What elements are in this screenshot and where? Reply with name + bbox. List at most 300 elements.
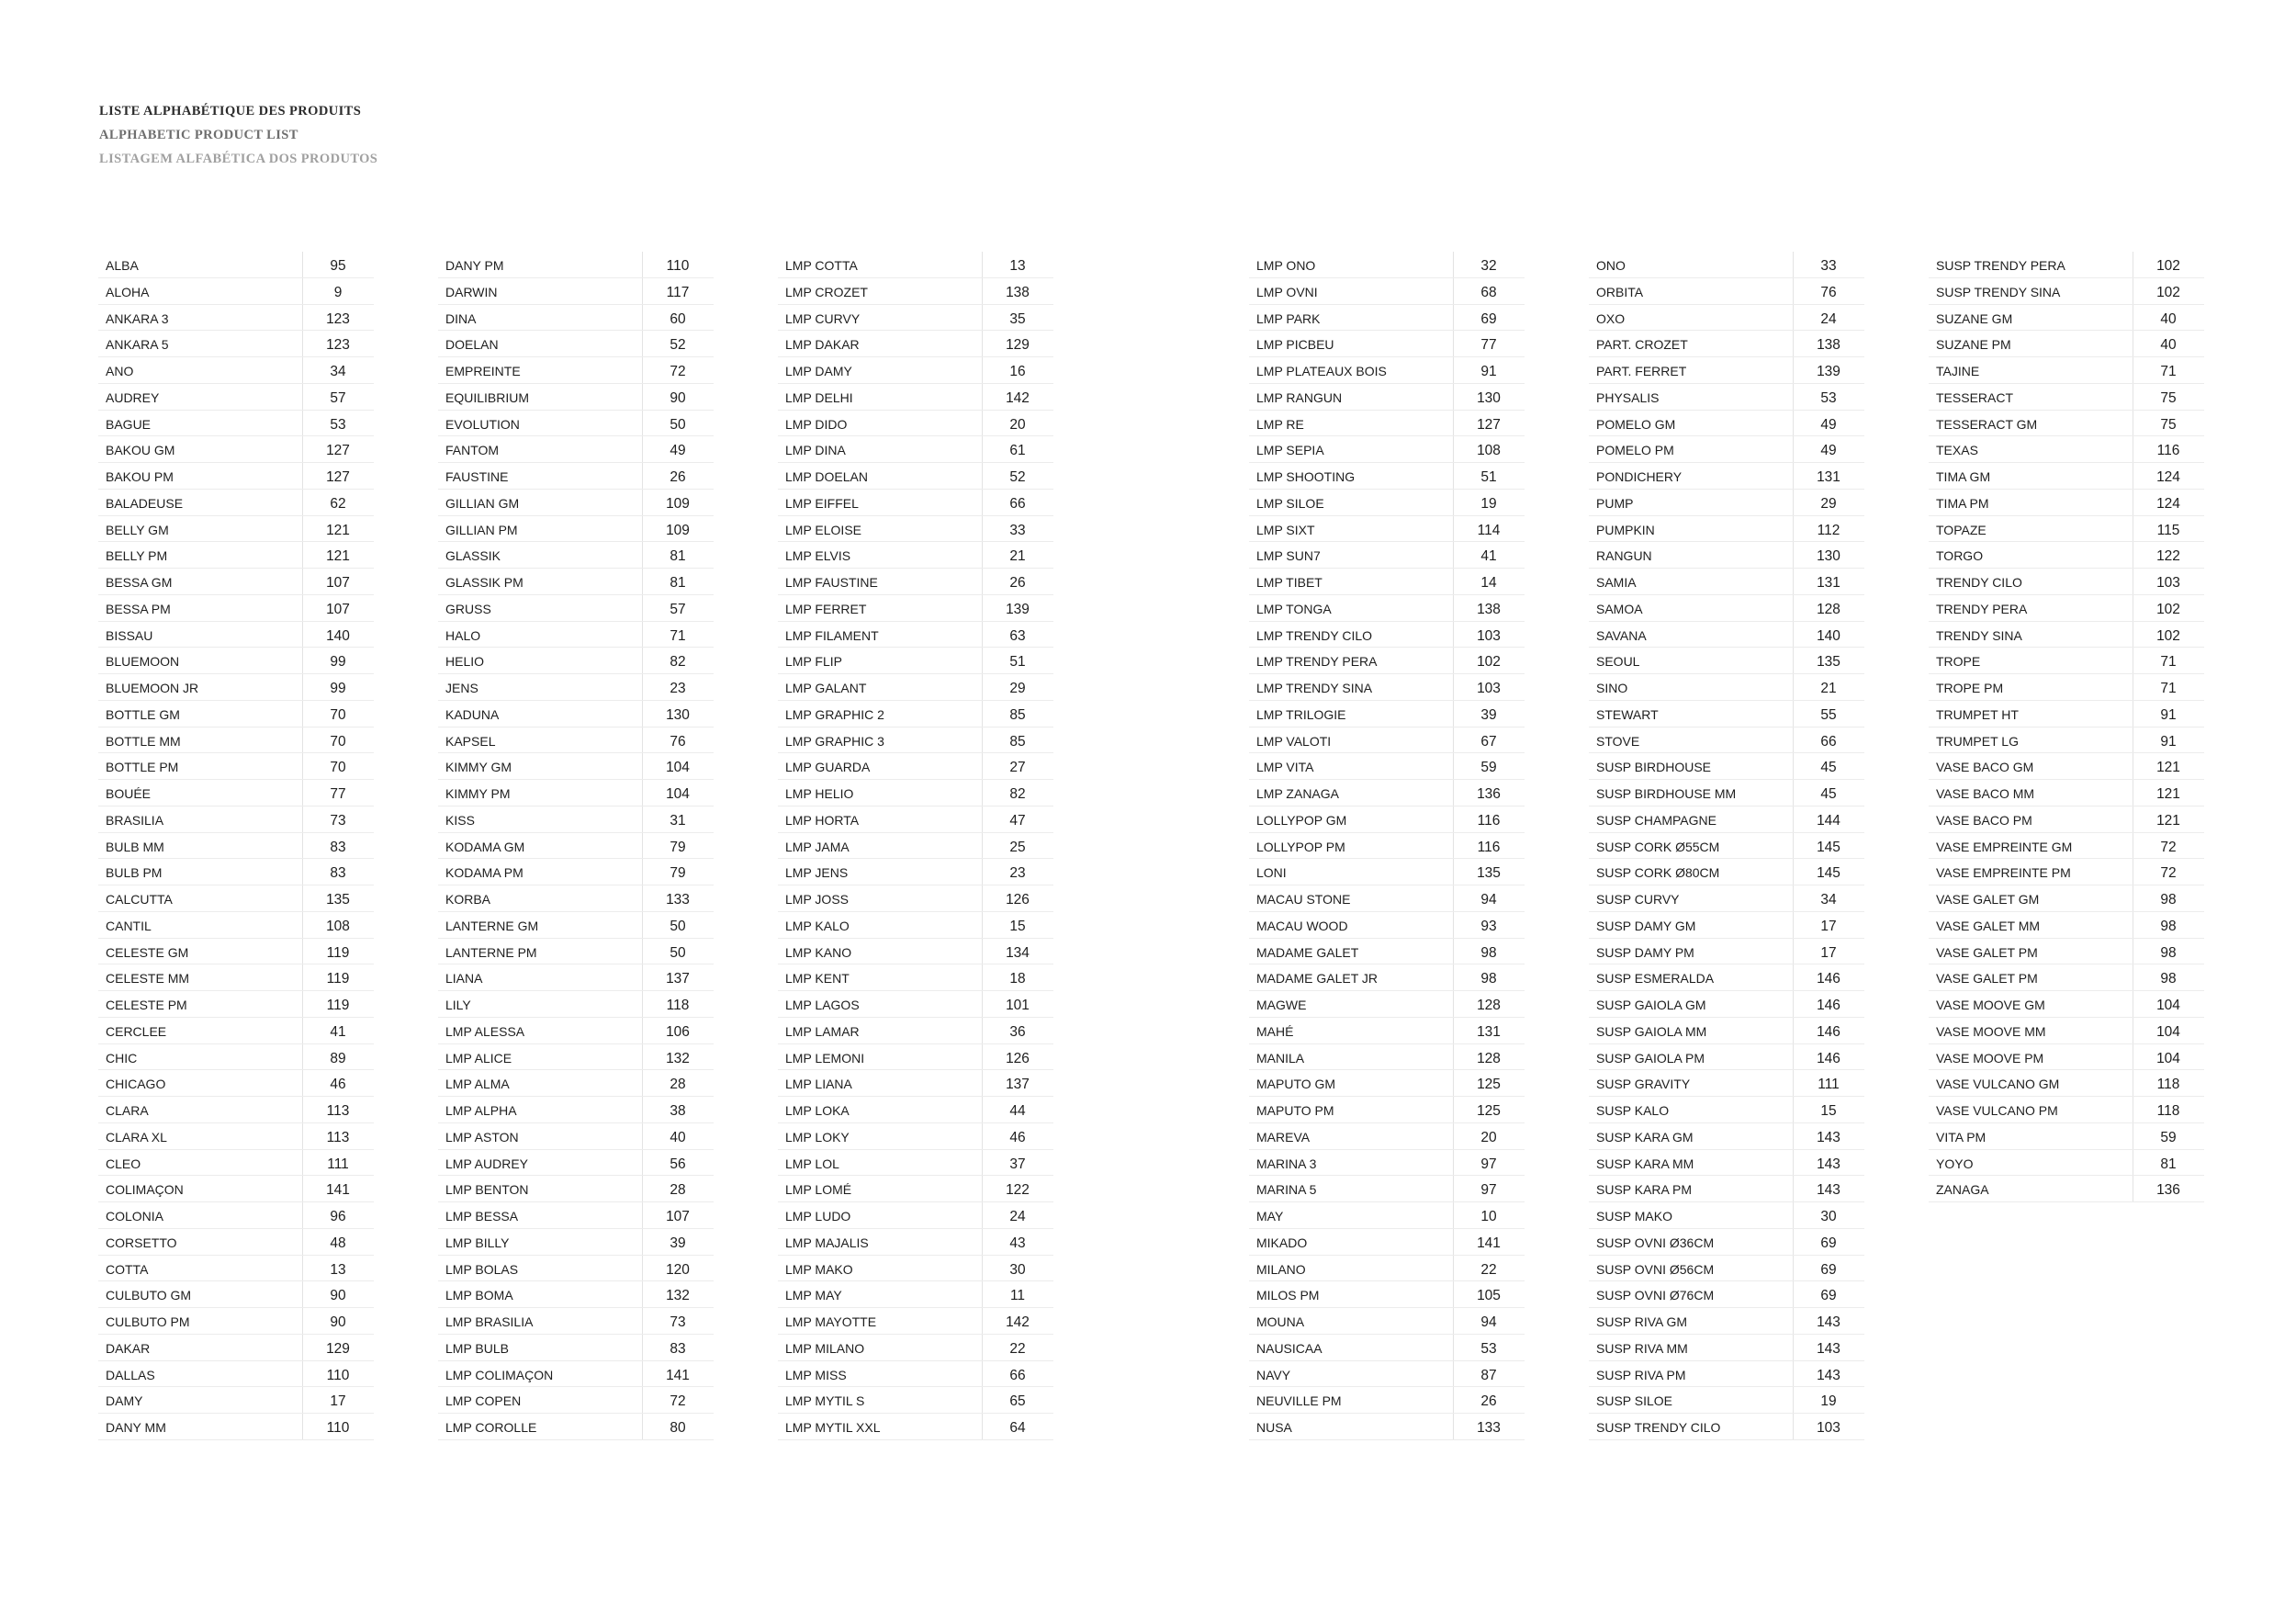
page-number: 68 <box>1480 284 1497 300</box>
page-number: 72 <box>2160 865 2177 882</box>
page-number: 131 <box>1817 575 1840 591</box>
page-number: 141 <box>666 1367 690 1383</box>
product-name: KADUNA <box>445 706 500 722</box>
table-row <box>778 1335 1053 1361</box>
page-number: 30 <box>1820 1209 1837 1224</box>
page-number: 73 <box>670 1314 686 1330</box>
product-name: LMP MILANO <box>785 1340 865 1356</box>
table-row <box>98 674 374 701</box>
page-number: 121 <box>2156 786 2180 802</box>
page-number: 81 <box>2160 1156 2177 1172</box>
product-name: SUSP ESMERALDA <box>1596 971 1715 987</box>
page-number: 47 <box>1009 812 1026 829</box>
heading-portuguese: LISTAGEM ALFABÉTICA DOS PRODUTOS <box>99 152 378 166</box>
product-name: LMP MAJALIS <box>785 1235 869 1250</box>
product-name: DOELAN <box>445 337 499 353</box>
page-number: 98 <box>2160 944 2177 961</box>
product-name: EQUILIBRIUM <box>445 389 530 405</box>
page-number: 33 <box>1009 522 1026 538</box>
page-number: 26 <box>1009 575 1026 591</box>
product-name: LMP TRILOGIE <box>1256 706 1346 722</box>
page-number: 49 <box>1820 416 1837 433</box>
table-row <box>1589 1387 1864 1414</box>
page-number: 101 <box>1006 998 1030 1013</box>
table-row <box>1249 1070 1525 1097</box>
page-number: 94 <box>1480 892 1497 908</box>
product-name: LMP BOMA <box>445 1288 513 1303</box>
table-row <box>778 1202 1053 1229</box>
table-row <box>1589 436 1864 463</box>
table-row <box>1249 1150 1525 1177</box>
product-name: DINA <box>445 310 477 326</box>
index-column-6 <box>1929 252 2204 1202</box>
index-column-4 <box>1249 252 1525 1440</box>
table-row <box>1929 939 2204 965</box>
table-row <box>98 1361 374 1388</box>
page-number: 111 <box>1818 1077 1840 1093</box>
page-number: 24 <box>1009 1209 1026 1224</box>
table-row <box>438 939 714 965</box>
product-name: MADAME GALET JR <box>1256 971 1378 987</box>
page-number: 131 <box>1477 1023 1501 1040</box>
table-row <box>1249 964 1525 991</box>
table-row <box>778 885 1053 912</box>
product-name: HALO <box>445 627 481 643</box>
page-number: 102 <box>2156 258 2180 274</box>
table-row <box>1249 780 1525 806</box>
table-row <box>438 1335 714 1361</box>
page-number: 103 <box>1817 1420 1840 1436</box>
product-name: TESSERACT <box>1936 389 2014 405</box>
table-row <box>98 305 374 332</box>
table-row <box>778 331 1053 357</box>
page-number: 118 <box>2156 1077 2180 1093</box>
table-row <box>438 357 714 384</box>
product-name: VASE MOOVE PM <box>1936 1050 2044 1066</box>
product-name: LMP COROLLE <box>445 1420 537 1435</box>
page-number: 46 <box>1009 1129 1026 1145</box>
table-row <box>1249 1387 1525 1414</box>
product-name: CALCUTTA <box>106 892 173 907</box>
product-name: LMP TIBET <box>1256 575 1322 590</box>
table-row <box>98 622 374 648</box>
table-row <box>778 463 1053 490</box>
page-number: 130 <box>1477 389 1501 406</box>
product-name: CHIC <box>106 1050 138 1066</box>
page-number: 43 <box>1009 1235 1026 1251</box>
table-row <box>1929 490 2204 516</box>
table-row <box>1589 569 1864 595</box>
page-number: 143 <box>1817 1129 1840 1145</box>
page-number: 143 <box>1817 1182 1840 1199</box>
page-number: 64 <box>1009 1420 1026 1436</box>
page-number: 125 <box>1477 1103 1501 1119</box>
table-row <box>1249 1308 1525 1335</box>
page-number: 105 <box>1477 1288 1501 1304</box>
page-number: 77 <box>1480 337 1497 354</box>
page-number: 90 <box>330 1288 346 1304</box>
product-name: CANTIL <box>106 918 152 933</box>
table-row <box>1249 1414 1525 1440</box>
page-number: 71 <box>670 627 686 644</box>
table-row <box>1249 331 1525 357</box>
page-number: 10 <box>1480 1209 1497 1224</box>
page-number: 124 <box>2156 495 2180 512</box>
product-name: MAPUTO GM <box>1256 1077 1336 1092</box>
page-number: 67 <box>1480 733 1497 750</box>
table-row <box>1929 542 2204 569</box>
product-name: VASE EMPREINTE PM <box>1936 865 2071 881</box>
product-name: DARWIN <box>445 284 498 299</box>
product-name: KODAMA PM <box>445 865 523 881</box>
page-number: 26 <box>670 469 686 485</box>
page-number: 91 <box>2160 706 2177 723</box>
table-row <box>98 833 374 860</box>
product-name: LMP COTTA <box>785 258 858 273</box>
product-name: MAPUTO PM <box>1256 1103 1334 1118</box>
page-number: 133 <box>666 892 690 908</box>
table-row <box>1249 1256 1525 1282</box>
page-number: 21 <box>1820 681 1837 696</box>
product-name: LMP TRENDY PERA <box>1256 654 1378 670</box>
page-number: 28 <box>670 1077 686 1093</box>
page-number: 24 <box>1820 310 1837 327</box>
page-number: 65 <box>1009 1393 1026 1410</box>
table-row <box>1249 569 1525 595</box>
product-name: SUSP GAIOLA MM <box>1596 1023 1707 1039</box>
page-number: 59 <box>2160 1129 2177 1145</box>
table-row <box>1589 648 1864 674</box>
page-number: 66 <box>1820 733 1837 750</box>
table-row <box>438 569 714 595</box>
table-row <box>1929 305 2204 332</box>
page-number: 11 <box>1009 1288 1026 1304</box>
page-number: 143 <box>1817 1314 1840 1330</box>
table-row <box>98 753 374 780</box>
product-name: COLONIA <box>106 1209 164 1224</box>
table-row <box>1929 331 2204 357</box>
product-name: LMP TRENDY SINA <box>1256 681 1373 695</box>
page-number: 121 <box>2156 812 2180 829</box>
page-number: 90 <box>330 1314 346 1330</box>
product-name: OXO <box>1596 310 1626 326</box>
page-number: 125 <box>1477 1077 1501 1093</box>
product-name: LMP BRASILIA <box>445 1314 534 1329</box>
page-number: 71 <box>2160 654 2177 671</box>
product-name: MACAU WOOD <box>1256 918 1348 933</box>
product-name: SUZANE GM <box>1936 310 2013 326</box>
product-name: LMP DAKAR <box>785 337 860 353</box>
product-name: SUSP RIVA PM <box>1596 1367 1686 1382</box>
page-number: 121 <box>2156 760 2180 776</box>
product-name: PONDICHERY <box>1596 469 1683 484</box>
table-row <box>438 305 714 332</box>
page-number: 144 <box>1817 812 1840 829</box>
product-name: TRUMPET LG <box>1936 733 2019 749</box>
product-name: LMP KENT <box>785 971 850 987</box>
table-row <box>438 331 714 357</box>
table-row <box>1589 1414 1864 1440</box>
table-row <box>1589 1361 1864 1388</box>
page-number: 139 <box>1817 364 1840 379</box>
table-row <box>1249 1097 1525 1123</box>
product-name: GLASSIK <box>445 548 501 564</box>
page-number: 21 <box>1009 548 1026 565</box>
page-number: 129 <box>1006 337 1030 354</box>
table-row <box>778 516 1053 543</box>
product-name: SUSP BIRDHOUSE <box>1596 760 1711 775</box>
page-number: 94 <box>1480 1314 1497 1330</box>
product-name: CELESTE MM <box>106 971 190 987</box>
product-name: PUMPKIN <box>1596 522 1655 537</box>
page-number: 126 <box>1006 1050 1030 1066</box>
product-name: SUZANE PM <box>1936 337 2011 353</box>
page-number: 70 <box>330 733 346 750</box>
product-name: KORBA <box>445 892 491 907</box>
page-number: 116 <box>1477 812 1501 829</box>
page-number: 82 <box>1009 786 1026 802</box>
table-row <box>778 278 1053 305</box>
table-row <box>778 806 1053 833</box>
table-row <box>438 991 714 1018</box>
page-number: 108 <box>326 918 350 934</box>
table-row <box>1249 1044 1525 1071</box>
product-name: SUSP TRENDY CILO <box>1596 1420 1721 1435</box>
table-row <box>1929 648 2204 674</box>
page-number: 72 <box>670 1393 686 1410</box>
product-name: SUSP GAIOLA PM <box>1596 1050 1705 1066</box>
product-name: LMP LIANA <box>785 1077 852 1092</box>
table-row <box>438 833 714 860</box>
table-row <box>1929 357 2204 384</box>
product-name: MARINA 5 <box>1256 1182 1317 1198</box>
product-name: SUSP GRAVITY <box>1596 1077 1691 1092</box>
page-number: 118 <box>2156 1103 2180 1119</box>
product-name: LOLLYPOP GM <box>1256 812 1347 828</box>
product-name: BULB MM <box>106 839 164 854</box>
product-name: GILLIAN PM <box>445 522 518 537</box>
product-name: RANGUN <box>1596 548 1652 564</box>
page-number: 99 <box>330 654 346 671</box>
page-number: 134 <box>1006 944 1030 961</box>
table-row <box>1249 595 1525 622</box>
product-name: BELLY GM <box>106 522 169 537</box>
page-number: 146 <box>1817 971 1840 987</box>
table-row <box>1589 1044 1864 1071</box>
table-row <box>778 912 1053 939</box>
product-name: LMP HORTA <box>785 812 860 828</box>
table-row <box>1249 648 1525 674</box>
table-row <box>98 436 374 463</box>
page-number: 51 <box>1480 469 1497 485</box>
table-row <box>1249 463 1525 490</box>
page-number: 53 <box>1480 1340 1497 1357</box>
product-name: MILANO <box>1256 1261 1306 1277</box>
table-row <box>98 1256 374 1282</box>
index-column-5 <box>1589 252 1864 1440</box>
product-name: KODAMA GM <box>445 839 525 854</box>
page-number: 129 <box>326 1340 350 1357</box>
product-name: SUSP OVNI Ø76CM <box>1596 1288 1715 1303</box>
product-name: VASE GALET GM <box>1936 892 2040 907</box>
table-row <box>1589 1123 1864 1150</box>
product-name: VASE EMPREINTE GM <box>1936 839 2073 854</box>
table-row <box>1589 885 1864 912</box>
table-row <box>98 411 374 437</box>
product-name: LMP LOL <box>785 1156 839 1171</box>
table-row <box>778 622 1053 648</box>
page-number: 53 <box>330 416 346 433</box>
table-row <box>98 357 374 384</box>
table-row <box>1249 411 1525 437</box>
page-number: 18 <box>1009 971 1026 987</box>
page-number: 113 <box>326 1129 350 1145</box>
table-row <box>1929 1150 2204 1177</box>
page-number: 107 <box>326 575 350 591</box>
page-number: 48 <box>330 1235 346 1251</box>
page-number: 98 <box>1480 944 1497 961</box>
product-name: LANTERNE PM <box>445 944 537 960</box>
table-row <box>1589 1097 1864 1123</box>
page-number: 20 <box>1009 416 1026 433</box>
table-row <box>438 1281 714 1308</box>
table-row <box>98 1387 374 1414</box>
table-row <box>778 542 1053 569</box>
page-number: 138 <box>1477 601 1501 617</box>
page-number: 97 <box>1480 1182 1497 1199</box>
page-number: 83 <box>330 839 346 855</box>
page-number: 27 <box>1009 760 1026 776</box>
table-row <box>778 1387 1053 1414</box>
product-name: LMP DIDO <box>785 416 848 432</box>
product-name: TROPE PM <box>1936 681 2004 695</box>
page-number: 49 <box>670 443 686 459</box>
page-number: 35 <box>1009 310 1026 327</box>
product-name: SUSP CURVY <box>1596 892 1680 907</box>
table-row <box>98 490 374 516</box>
page-number: 135 <box>1477 865 1501 882</box>
page-number: 98 <box>2160 918 2177 934</box>
page-number: 29 <box>1820 495 1837 512</box>
page-number: 79 <box>670 865 686 882</box>
product-name: CORSETTO <box>106 1235 177 1250</box>
table-row <box>778 1018 1053 1044</box>
product-name: VASE MOOVE GM <box>1936 998 2045 1012</box>
table-row <box>778 701 1053 727</box>
table-row <box>438 542 714 569</box>
table-row <box>438 1387 714 1414</box>
page-number: 123 <box>326 337 350 354</box>
product-name: LMP SUN7 <box>1256 548 1321 564</box>
product-name: LMP LUDO <box>785 1209 851 1224</box>
product-name: LMP PARK <box>1256 310 1321 326</box>
product-name: LMP ALESSA <box>445 1023 525 1039</box>
table-row <box>98 727 374 754</box>
product-name: TIMA PM <box>1936 495 1989 511</box>
table-row <box>438 1150 714 1177</box>
table-row <box>1249 305 1525 332</box>
table-row <box>1249 859 1525 885</box>
product-name: MANILA <box>1256 1050 1305 1066</box>
product-name: MARINA 3 <box>1256 1156 1317 1171</box>
page-number: 146 <box>1817 1050 1840 1066</box>
page-number: 75 <box>2160 389 2177 406</box>
page-number: 52 <box>670 337 686 354</box>
page-number: 89 <box>330 1050 346 1066</box>
table-row <box>98 1414 374 1440</box>
product-name: TEXAS <box>1936 443 1978 458</box>
page-number: 75 <box>2160 416 2177 433</box>
table-row <box>1249 1202 1525 1229</box>
product-name: LMP ZANAGA <box>1256 786 1339 801</box>
product-name: VASE BACO MM <box>1936 786 2035 801</box>
product-name: SUSP TRENDY PERA <box>1936 258 2065 273</box>
page-number: 109 <box>666 495 690 512</box>
page-number: 46 <box>330 1077 346 1093</box>
table-row <box>438 490 714 516</box>
page-number: 103 <box>1477 627 1501 644</box>
product-name: DALLAS <box>106 1367 155 1382</box>
page-number: 23 <box>1009 865 1026 882</box>
page-number: 44 <box>1009 1103 1026 1119</box>
page-number: 104 <box>2156 998 2180 1013</box>
page-number: 102 <box>2156 601 2180 617</box>
product-name: SUSP KARA PM <box>1596 1182 1693 1198</box>
table-row <box>1249 1229 1525 1256</box>
page-number: 141 <box>326 1182 350 1199</box>
product-name: DANY MM <box>106 1420 166 1435</box>
page-number: 107 <box>326 601 350 617</box>
page-number: 130 <box>1817 548 1840 565</box>
product-name: ALBA <box>106 258 139 273</box>
page-number: 50 <box>670 918 686 934</box>
table-row <box>1589 991 1864 1018</box>
index-column-2 <box>438 252 714 1440</box>
table-row <box>98 701 374 727</box>
page-number: 61 <box>1009 443 1026 459</box>
page-number: 145 <box>1817 839 1840 855</box>
product-name: VASE VULCANO PM <box>1936 1103 2058 1118</box>
page-number: 110 <box>666 258 690 274</box>
page-number: 41 <box>1480 548 1497 565</box>
page-number: 146 <box>1817 1023 1840 1040</box>
heading-french: LISTE ALPHABÉTIQUE DES PRODUITS <box>99 104 362 118</box>
product-name: LMP FLIP <box>785 654 842 670</box>
page-number: 102 <box>1477 654 1501 671</box>
page-number: 91 <box>2160 733 2177 750</box>
table-row <box>1249 542 1525 569</box>
page-number: 114 <box>1477 522 1501 538</box>
table-row <box>1929 1097 2204 1123</box>
page-number: 22 <box>1480 1261 1497 1278</box>
page-number: 25 <box>1009 839 1026 855</box>
table-row <box>1249 1361 1525 1388</box>
page-number: 138 <box>1817 337 1840 354</box>
table-row <box>1589 622 1864 648</box>
page-number: 128 <box>1477 998 1501 1013</box>
table-row <box>778 1070 1053 1097</box>
product-name: SUSP CHAMPAGNE <box>1596 812 1716 828</box>
product-name: SUSP DAMY GM <box>1596 918 1696 933</box>
table-row <box>98 1281 374 1308</box>
product-name: LMP LEMONI <box>785 1050 865 1066</box>
table-row <box>98 569 374 595</box>
product-name: SUSP BIRDHOUSE MM <box>1596 786 1737 801</box>
page-number: 80 <box>670 1420 686 1436</box>
table-row <box>98 859 374 885</box>
page-number: 103 <box>2156 575 2180 591</box>
page-number: 49 <box>1820 443 1837 459</box>
